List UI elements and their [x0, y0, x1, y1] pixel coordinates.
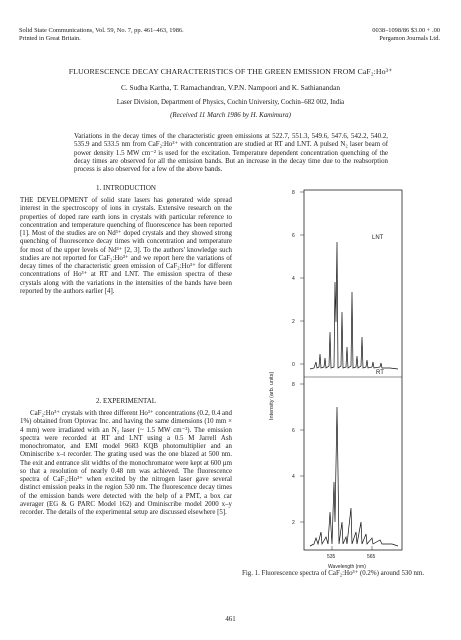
lnt-ytick: 0 [292, 362, 295, 368]
xtick-label: 535 [327, 554, 336, 560]
printed-line: Printed in Great Britain. [19, 35, 81, 42]
lnt-ytick: 8 [292, 190, 295, 196]
author-list: C. Sudha Kartha, T. Ramachandran, V.P.N. Nampoori and K. Sathianandan [121, 83, 340, 92]
rt-spectrum-trace [310, 407, 398, 546]
lnt-ytick: 6 [292, 233, 295, 239]
xaxis [327, 546, 376, 570]
issn-price: 0038–1098/86 $3.00 + .00 [372, 27, 440, 34]
xtick-label: 565 [367, 554, 376, 560]
received-date: (Received 11 March 1986 by H. Kamimura) [170, 112, 291, 119]
introduction-text [20, 197, 232, 296]
rt-panel-label: RT [376, 370, 384, 376]
fluorescence-spectra-figure [242, 182, 454, 572]
figure-frame [304, 190, 402, 550]
paper-title: FLUORESCENCE DECAY CHARACTERISTICS OF THE GREEN EMISSION FROM CaF₂:Ho³⁺ [68, 67, 393, 76]
journal-line: Solid State Communications, Vol. 59, No. 7, pp. 461–463, 1986. [19, 27, 184, 34]
rt-ytick: 2 [292, 520, 295, 526]
yaxis-label: Intensity (arb. units) [269, 371, 275, 420]
section-heading-introduction: 1. INTRODUCTION [96, 184, 156, 192]
lnt-ytick: 4 [292, 276, 295, 282]
rt-ytick: 8 [292, 382, 295, 388]
lnt-panel-label: LNT [372, 235, 384, 241]
experimental-text [20, 410, 232, 517]
journal-citation [19, 27, 269, 43]
introduction-paragraph: THE DEVELOPMENT of solid state lasers has generated wide spread interest in the spectroscopy of ions in crystals. Extensive research on the properties of doped rare earth ions in crystals with particular reference to concentration and temperature quenching of fluorescence has been reported [1]. Most of the studies are on Nd³⁺ doped crystals and they showed strong quenching of fluorescence decay times with concentration and temperature for most of the upper levels of Nd³⁺ [2, 3]. To the authors' knowledge such studies are not reported for CaF₂:Ho³⁺ and we report here the variations of decay times of the characteristic green emission of CaF₂:Ho³⁺ for different concentrations of Ho³⁺ at RT and LNT. The emission spectra of these crystals along with the variations in the intensities of the bands have been reported by the authors earlier [4]. [20, 197, 232, 295]
rt-ytick: 6 [292, 428, 295, 434]
figure-caption: Fig. 1. Fluorescence spectra of CaF₂:Ho³⁺ (0.2%) around 530 nm. [242, 570, 425, 577]
page-number: 461 [225, 616, 236, 623]
section-heading-experimental: 2. EXPERIMENTAL [95, 397, 157, 405]
experimental-paragraph: CaF₂:Ho³⁺ crystals with three different Ho³⁺ concentrations (0.2, 0.4 and 1%) obtained from Optovac Inc. and having the same dimensions (10 mm × 4 mm) were irradiated with an N₂ laser (~ 1.5 MW cm⁻²). The emission spectra were recorded at RT and LNT using a 0.5 M Jarrell Ash monochromator, and EMI model 9683 KQB photomultiplier and an Ominiscribe x–t recorder. The grating used was the one blazed at 500 nm. The exit and entrance slit widths of the monochromator were kept at 600 µm so that a resolution of nearly 0.48 nm was achieved. The fluorescence spectra of CaF₂:Ho³⁺ when excited by the nitrogen laser gave several distinct emission peaks in the region 530 nm. The fluorescence decay times of the emission bands were detected with the help of a PMT, a box car averager (EG & G PARC Model 162) and Ominiscribe model 2000 x–y recorder. The details of the experimental setup are discussed elsewhere [5]. [20, 410, 232, 516]
lnt-spectrum-trace [310, 242, 398, 369]
xaxis-label: Wavelength (nm) [328, 564, 366, 570]
rt-yticks [292, 382, 304, 526]
issn-block [290, 27, 440, 43]
lnt-ytick: 2 [292, 319, 295, 325]
rt-ytick: 4 [292, 474, 295, 480]
abstract: Variations in the decay times of the characteristic green emissions at 522.7, 551.3, 549.6, 547.6, 542.2, 540.2, 535.9 and 533.5 nm from CaF₂:Ho³⁺ with concentration are studied at RT and LNT. A pulsed N₂ laser beam of power density 1.5 MW cm⁻² is used for the excitation. Temperature dependent concentration quenching of the decay times are observed for all the emission bands. But an increase in the decay time due to the reabsorption process is also observed for a few of the above bands. [74, 133, 388, 174]
lnt-yticks [292, 190, 304, 368]
publisher: Pergamon Journals Ltd. [379, 35, 440, 42]
affiliation: Laser Division, Department of Physics, Cochin University, Cochin–682 002, India [116, 99, 345, 106]
